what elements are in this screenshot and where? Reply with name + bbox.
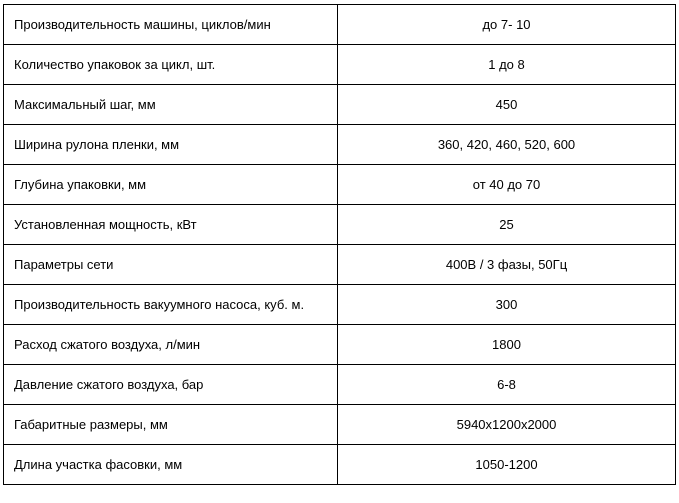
parameter-cell: Глубина упаковки, мм [4,165,338,205]
value-cell: до 7- 10 [338,5,676,45]
table-row [4,405,676,445]
table-row [4,165,676,205]
value-cell: от 40 до 70 [338,165,676,205]
parameter-cell: Расход сжатого воздуха, л/мин [4,325,338,365]
table-row [4,445,676,485]
parameter-cell: Длина участка фасовки, мм [4,445,338,485]
parameter-cell: Количество упаковок за цикл, шт. [4,45,338,85]
table-row [4,5,676,45]
value-cell: 360, 420, 460, 520, 600 [338,125,676,165]
table-row [4,85,676,125]
value-cell: 25 [338,205,676,245]
parameter-cell: Давление сжатого воздуха, бар [4,365,338,405]
value-cell: 400В / 3 фазы, 50Гц [338,245,676,285]
specifications-table [3,4,676,485]
value-cell: 5940x1200x2000 [338,405,676,445]
parameter-cell: Максимальный шаг, мм [4,85,338,125]
value-cell: 1 до 8 [338,45,676,85]
parameter-cell: Установленная мощность, кВт [4,205,338,245]
table-row [4,325,676,365]
value-cell: 450 [338,85,676,125]
table-row [4,205,676,245]
parameter-cell: Ширина рулона пленки, мм [4,125,338,165]
parameter-cell: Габаритные размеры, мм [4,405,338,445]
table-row [4,285,676,325]
parameter-cell: Производительность машины, циклов/мин [4,5,338,45]
table-row [4,125,676,165]
table-row [4,365,676,405]
table-row [4,45,676,85]
value-cell: 6-8 [338,365,676,405]
parameter-cell: Параметры сети [4,245,338,285]
table-row [4,245,676,285]
value-cell: 1050-1200 [338,445,676,485]
value-cell: 1800 [338,325,676,365]
parameter-cell: Производительность вакуумного насоса, куб. м. [4,285,338,325]
value-cell: 300 [338,285,676,325]
